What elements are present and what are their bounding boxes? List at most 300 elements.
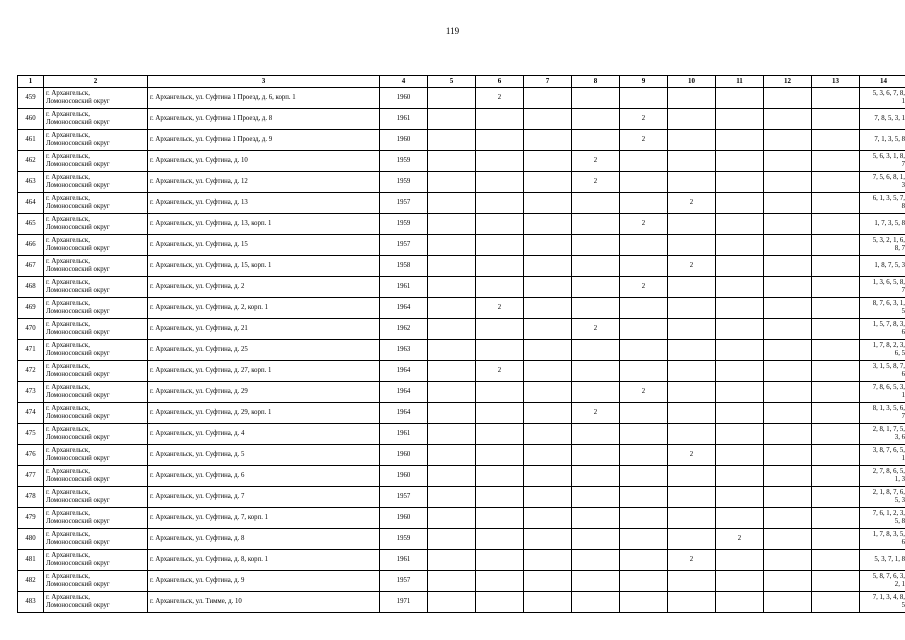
table-row	[18, 235, 905, 256]
row-number: 459	[18, 88, 44, 109]
text-line: 7	[901, 161, 905, 168]
year-cell: 1957	[380, 487, 428, 508]
year-cell: 1961	[380, 424, 428, 445]
column-12-cell	[764, 109, 812, 130]
text-line: 1	[901, 455, 905, 462]
column-6-cell	[476, 592, 524, 613]
text-line: 5, 3, 2, 1, 6,	[872, 237, 905, 245]
column-7-cell	[524, 298, 572, 319]
sequence-cell	[860, 529, 905, 550]
sequence-cell	[860, 508, 905, 529]
sequence-cell	[860, 193, 905, 214]
address-cell: г. Архангельск, ул. Суфтина, д. 25	[148, 340, 380, 361]
text-line: г. Архангельск,	[46, 279, 90, 287]
column-11-cell	[716, 382, 764, 403]
text-line: 1, 8, 7, 5, 3	[874, 262, 905, 270]
address-cell: г. Архангельск, ул. Суфтина, д. 7, корп. 1	[148, 508, 380, 529]
row-number: 483	[18, 592, 44, 613]
year-cell: 1959	[380, 172, 428, 193]
district-cell	[44, 592, 148, 613]
address-cell: г. Архангельск, ул. Суфтина, д. 15	[148, 235, 380, 256]
column-6-cell	[476, 235, 524, 256]
address-cell: г. Архангельск, ул. Суфтина, д. 8, корп. 1	[148, 550, 380, 571]
text-line: г. Архангельск,	[46, 531, 90, 539]
column-11-cell	[716, 403, 764, 424]
column-5-cell	[428, 277, 476, 298]
column-13-cell	[812, 508, 860, 529]
address-cell: г. Архангельск, ул. Суфтина, д. 8	[148, 529, 380, 550]
column-6-cell: 2	[476, 88, 524, 109]
column-10-cell	[668, 592, 716, 613]
column-9-cell	[620, 88, 668, 109]
address-cell: г. Архангельск, ул. Тимме, д. 10	[148, 592, 380, 613]
table-row	[18, 382, 905, 403]
text-line: Ломоносовский округ	[46, 203, 110, 210]
column-13-cell	[812, 172, 860, 193]
year-cell: 1962	[380, 319, 428, 340]
sequence-cell	[860, 550, 905, 571]
column-10-cell	[668, 151, 716, 172]
text-line: Ломоносовский округ	[46, 140, 110, 147]
year-cell: 1964	[380, 382, 428, 403]
text-line: 8	[901, 203, 905, 210]
text-line: Ломоносовский округ	[46, 119, 110, 126]
table-row	[18, 529, 905, 550]
sequence-cell	[860, 298, 905, 319]
column-6-cell	[476, 130, 524, 151]
row-number: 480	[18, 529, 44, 550]
text-line: г. Архангельск,	[46, 489, 90, 497]
sequence-cell	[860, 319, 905, 340]
row-number: 462	[18, 151, 44, 172]
text-line: 8, 1, 3, 5, 6,	[872, 405, 905, 413]
text-line: Ломоносовский округ	[46, 245, 110, 252]
column-8-cell	[572, 277, 620, 298]
column-6-cell	[476, 424, 524, 445]
table-row	[18, 109, 905, 130]
column-header-5: 5	[428, 76, 476, 88]
column-12-cell	[764, 550, 812, 571]
column-8-cell	[572, 193, 620, 214]
column-13-cell	[812, 466, 860, 487]
column-9-cell	[620, 151, 668, 172]
text-line: 6	[901, 539, 905, 546]
column-6-cell	[476, 571, 524, 592]
district-cell	[44, 151, 148, 172]
year-cell: 1964	[380, 298, 428, 319]
column-12-cell	[764, 340, 812, 361]
column-9-cell	[620, 361, 668, 382]
sequence-cell	[860, 340, 905, 361]
text-line: 7, 8, 6, 5, 3,	[872, 384, 905, 392]
column-9-cell	[620, 319, 668, 340]
text-line: г. Архангельск,	[46, 321, 90, 329]
column-5-cell	[428, 193, 476, 214]
text-line: 5	[901, 602, 905, 609]
text-line: г. Архангельск,	[46, 405, 90, 413]
row-number: 476	[18, 445, 44, 466]
district-cell	[44, 235, 148, 256]
year-cell: 1960	[380, 508, 428, 529]
sequence-cell	[860, 403, 905, 424]
column-13-cell	[812, 130, 860, 151]
column-5-cell	[428, 424, 476, 445]
text-line: г. Архангельск,	[46, 552, 90, 560]
address-cell: г. Архангельск, ул. Суфтина, д. 15, корп. 1	[148, 256, 380, 277]
column-10-cell	[668, 340, 716, 361]
column-12-cell	[764, 403, 812, 424]
column-13-cell	[812, 256, 860, 277]
sequence-cell	[860, 445, 905, 466]
column-12-cell	[764, 445, 812, 466]
text-line: 5, 6, 3, 1, 8,	[872, 153, 905, 161]
column-10-cell: 2	[668, 550, 716, 571]
column-7-cell	[524, 340, 572, 361]
column-6-cell	[476, 487, 524, 508]
column-8-cell: 2	[572, 403, 620, 424]
column-7-cell	[524, 214, 572, 235]
column-7-cell	[524, 466, 572, 487]
column-7-cell	[524, 88, 572, 109]
column-6-cell	[476, 277, 524, 298]
column-header-2: 2	[44, 76, 148, 88]
column-5-cell	[428, 214, 476, 235]
text-line: Ломоносовский округ	[46, 350, 110, 357]
column-11-cell	[716, 361, 764, 382]
text-line: 7, 8, 5, 3, 1	[874, 115, 905, 123]
column-11-cell	[716, 445, 764, 466]
column-9-cell	[620, 403, 668, 424]
column-8-cell	[572, 550, 620, 571]
address-cell: г. Архангельск, ул. Суфтина, д. 5	[148, 445, 380, 466]
column-11-cell	[716, 235, 764, 256]
text-line: Ломоносовский округ	[46, 287, 110, 294]
column-5-cell	[428, 529, 476, 550]
column-header-7: 7	[524, 76, 572, 88]
year-cell: 1961	[380, 550, 428, 571]
table-row	[18, 340, 905, 361]
column-header-13: 13	[812, 76, 860, 88]
column-8-cell: 2	[572, 151, 620, 172]
text-line: г. Архангельск,	[46, 132, 90, 140]
column-9-cell	[620, 193, 668, 214]
column-5-cell	[428, 151, 476, 172]
table-row	[18, 508, 905, 529]
column-11-cell	[716, 487, 764, 508]
column-13-cell	[812, 550, 860, 571]
text-line: 2, 7, 8, 6, 5,	[872, 468, 905, 476]
address-cell: г. Архангельск, ул. Суфтина, д. 27, корп. 1	[148, 361, 380, 382]
row-number: 467	[18, 256, 44, 277]
column-9-cell: 2	[620, 130, 668, 151]
column-10-cell	[668, 88, 716, 109]
district-cell	[44, 361, 148, 382]
district-cell	[44, 403, 148, 424]
column-9-cell	[620, 235, 668, 256]
text-line: г. Архангельск,	[46, 426, 90, 434]
district-cell	[44, 319, 148, 340]
column-header-4: 4	[380, 76, 428, 88]
column-5-cell	[428, 571, 476, 592]
column-6-cell	[476, 466, 524, 487]
column-header-9: 9	[620, 76, 668, 88]
column-12-cell	[764, 214, 812, 235]
district-cell	[44, 172, 148, 193]
column-8-cell	[572, 529, 620, 550]
column-8-cell	[572, 445, 620, 466]
year-cell: 1959	[380, 151, 428, 172]
year-cell: 1964	[380, 403, 428, 424]
row-number: 481	[18, 550, 44, 571]
column-6-cell	[476, 256, 524, 277]
sequence-cell	[860, 382, 905, 403]
text-line: г. Архангельск,	[46, 153, 90, 161]
column-8-cell: 2	[572, 319, 620, 340]
row-number: 474	[18, 403, 44, 424]
column-12-cell	[764, 592, 812, 613]
column-12-cell	[764, 508, 812, 529]
column-6-cell	[476, 109, 524, 130]
district-cell	[44, 193, 148, 214]
address-cell: г. Архангельск, ул. Суфтина 1 Проезд, д. 6, корп. 1	[148, 88, 380, 109]
column-10-cell	[668, 424, 716, 445]
text-line: г. Архангельск,	[46, 258, 90, 266]
district-cell	[44, 214, 148, 235]
text-line: 5, 8, 7, 6, 3,	[872, 573, 905, 581]
sequence-cell	[860, 214, 905, 235]
year-cell: 1964	[380, 361, 428, 382]
column-13-cell	[812, 361, 860, 382]
district-cell	[44, 550, 148, 571]
column-10-cell	[668, 403, 716, 424]
row-number: 475	[18, 424, 44, 445]
column-10-cell	[668, 298, 716, 319]
column-10-cell: 2	[668, 193, 716, 214]
text-line: 7, 6, 1, 2, 3,	[872, 510, 905, 518]
table-row	[18, 466, 905, 487]
district-cell	[44, 508, 148, 529]
column-header-1: 1	[18, 76, 44, 88]
text-line: 1	[901, 392, 905, 399]
sequence-cell	[860, 571, 905, 592]
sequence-cell	[860, 151, 905, 172]
column-10-cell	[668, 214, 716, 235]
table-row	[18, 298, 905, 319]
column-13-cell	[812, 592, 860, 613]
column-10-cell: 2	[668, 256, 716, 277]
text-line: 7, 1, 3, 4, 8,	[872, 594, 905, 602]
text-line: Ломоносовский округ	[46, 560, 110, 567]
text-line: 1, 5, 7, 8, 3,	[872, 321, 905, 329]
column-5-cell	[428, 445, 476, 466]
column-5-cell	[428, 235, 476, 256]
text-line: 5	[901, 308, 905, 315]
column-5-cell	[428, 340, 476, 361]
text-line: 7, 1, 3, 5, 8	[874, 136, 905, 144]
table-row	[18, 214, 905, 235]
column-header-3: 3	[148, 76, 380, 88]
table-row	[18, 151, 905, 172]
column-10-cell	[668, 487, 716, 508]
address-cell: г. Архангельск, ул. Суфтина, д. 13, корп. 1	[148, 214, 380, 235]
column-header-11: 11	[716, 76, 764, 88]
district-cell	[44, 88, 148, 109]
row-number: 463	[18, 172, 44, 193]
table-row	[18, 403, 905, 424]
sequence-cell	[860, 277, 905, 298]
district-cell	[44, 529, 148, 550]
text-line: Ломоносовский округ	[46, 266, 110, 273]
column-header-14: 14	[860, 76, 905, 88]
column-10-cell	[668, 382, 716, 403]
column-7-cell	[524, 445, 572, 466]
column-12-cell	[764, 193, 812, 214]
column-8-cell	[572, 298, 620, 319]
column-9-cell	[620, 340, 668, 361]
column-9-cell	[620, 592, 668, 613]
column-5-cell	[428, 403, 476, 424]
text-line: г. Архангельск,	[46, 573, 90, 581]
column-10-cell	[668, 319, 716, 340]
column-6-cell	[476, 193, 524, 214]
column-13-cell	[812, 487, 860, 508]
row-number: 461	[18, 130, 44, 151]
district-cell	[44, 571, 148, 592]
address-cell: г. Архангельск, ул. Суфтина, д. 10	[148, 151, 380, 172]
column-8-cell	[572, 88, 620, 109]
column-5-cell	[428, 256, 476, 277]
column-5-cell	[428, 298, 476, 319]
column-11-cell: 2	[716, 529, 764, 550]
year-cell: 1960	[380, 466, 428, 487]
column-7-cell	[524, 172, 572, 193]
sequence-cell	[860, 130, 905, 151]
text-line: Ломоносовский округ	[46, 329, 110, 336]
column-11-cell	[716, 298, 764, 319]
column-12-cell	[764, 235, 812, 256]
text-line: 5, 3, 6, 7, 8,	[872, 90, 905, 98]
table-row	[18, 319, 905, 340]
column-11-cell	[716, 571, 764, 592]
row-number: 468	[18, 277, 44, 298]
column-12-cell	[764, 319, 812, 340]
column-8-cell	[572, 109, 620, 130]
text-line: г. Архангельск,	[46, 216, 90, 224]
column-13-cell	[812, 109, 860, 130]
column-5-cell	[428, 88, 476, 109]
address-cell: г. Архангельск, ул. Суфтина, д. 2, корп. 1	[148, 298, 380, 319]
column-8-cell	[572, 340, 620, 361]
text-line: Ломоносовский округ	[46, 224, 110, 231]
text-line: г. Архангельск,	[46, 510, 90, 518]
row-number: 460	[18, 109, 44, 130]
text-line: г. Архангельск,	[46, 90, 90, 98]
text-line: 7	[901, 287, 905, 294]
column-7-cell	[524, 382, 572, 403]
column-13-cell	[812, 151, 860, 172]
column-6-cell	[476, 382, 524, 403]
text-line: 5, 3	[894, 497, 905, 504]
row-number: 471	[18, 340, 44, 361]
column-9-cell	[620, 445, 668, 466]
row-number: 477	[18, 466, 44, 487]
column-7-cell	[524, 256, 572, 277]
column-7-cell	[524, 151, 572, 172]
column-8-cell	[572, 466, 620, 487]
district-cell	[44, 466, 148, 487]
column-6-cell	[476, 403, 524, 424]
column-10-cell	[668, 172, 716, 193]
row-number: 478	[18, 487, 44, 508]
text-line: г. Архангельск,	[46, 342, 90, 350]
column-13-cell	[812, 193, 860, 214]
text-line: 5, 3, 7, 1, 8	[874, 556, 905, 564]
column-7-cell	[524, 319, 572, 340]
column-5-cell	[428, 592, 476, 613]
text-line: 2, 1	[894, 581, 905, 588]
text-line: 6	[901, 329, 905, 336]
sequence-cell	[860, 592, 905, 613]
table-row	[18, 193, 905, 214]
column-13-cell	[812, 88, 860, 109]
year-cell: 1960	[380, 445, 428, 466]
text-line: Ломоносовский округ	[46, 413, 110, 420]
text-line: г. Архангельск,	[46, 300, 90, 308]
text-line: 7	[901, 413, 905, 420]
address-cell: г. Архангельск, ул. Суфтина, д. 29	[148, 382, 380, 403]
year-cell: 1959	[380, 214, 428, 235]
text-line: 3	[901, 182, 905, 189]
column-13-cell	[812, 298, 860, 319]
column-7-cell	[524, 109, 572, 130]
text-line: г. Архангельск,	[46, 174, 90, 182]
district-cell	[44, 382, 148, 403]
column-13-cell	[812, 340, 860, 361]
text-line: 1, 7, 8, 3, 5,	[872, 531, 905, 539]
text-line: 2, 1, 8, 7, 6,	[872, 489, 905, 497]
column-7-cell	[524, 571, 572, 592]
column-8-cell	[572, 256, 620, 277]
district-cell	[44, 424, 148, 445]
text-line: Ломоносовский округ	[46, 539, 110, 546]
text-line: 3, 1, 5, 8, 7,	[872, 363, 905, 371]
row-number: 479	[18, 508, 44, 529]
column-5-cell	[428, 550, 476, 571]
column-13-cell	[812, 214, 860, 235]
column-6-cell	[476, 529, 524, 550]
column-8-cell	[572, 214, 620, 235]
column-header-8: 8	[572, 76, 620, 88]
column-7-cell	[524, 529, 572, 550]
year-cell: 1960	[380, 130, 428, 151]
column-11-cell	[716, 340, 764, 361]
address-cell: г. Архангельск, ул. Суфтина, д. 7	[148, 487, 380, 508]
column-7-cell	[524, 550, 572, 571]
district-cell	[44, 340, 148, 361]
column-9-cell	[620, 529, 668, 550]
sequence-cell	[860, 256, 905, 277]
text-line: г. Архангельск,	[46, 363, 90, 371]
column-7-cell	[524, 403, 572, 424]
column-8-cell	[572, 487, 620, 508]
district-cell	[44, 445, 148, 466]
column-9-cell	[620, 172, 668, 193]
column-8-cell	[572, 592, 620, 613]
column-5-cell	[428, 382, 476, 403]
column-5-cell	[428, 130, 476, 151]
table-row	[18, 88, 905, 109]
sequence-cell	[860, 235, 905, 256]
